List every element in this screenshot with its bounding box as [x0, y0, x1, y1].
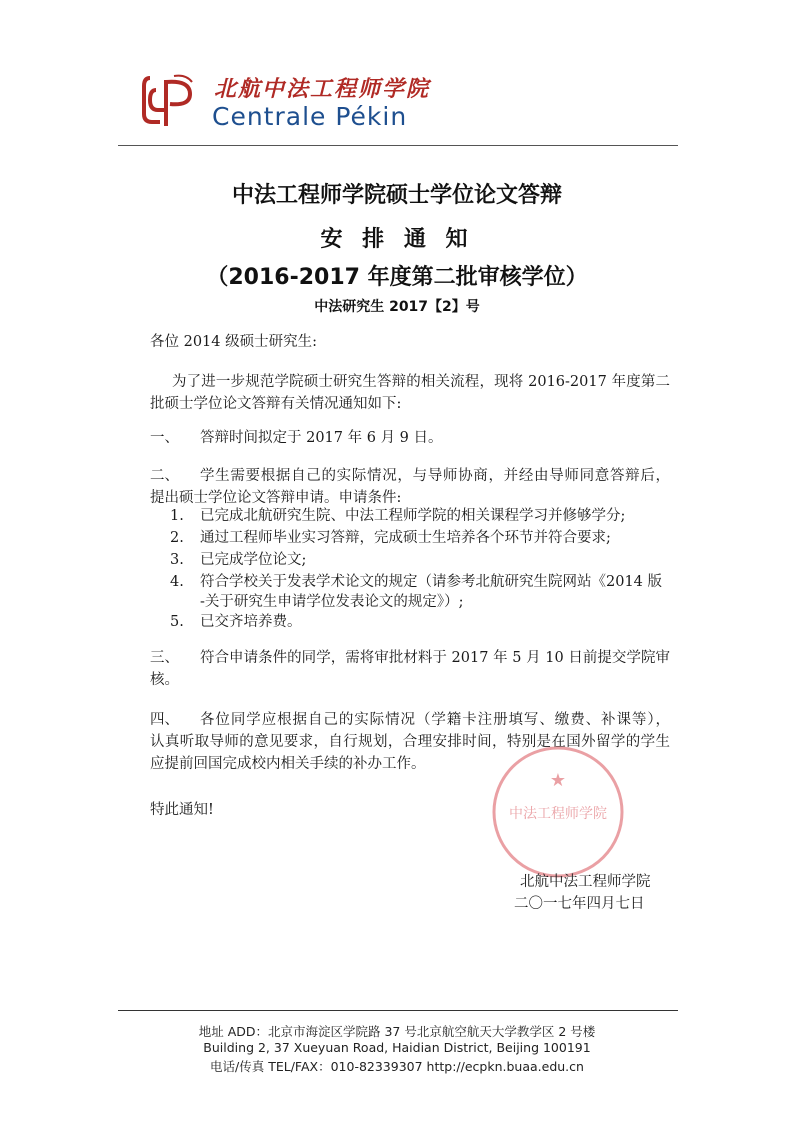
- condition-text: 已交齐培养费。: [200, 614, 302, 630]
- section-4-text-1: 各位同学应根据自己的实际情况（学籍卡注册填写、缴费、补课等），: [200, 712, 670, 728]
- footer-divider: [118, 1010, 678, 1011]
- seal-text: 中法工程师学院: [509, 806, 607, 822]
- condition-text: 符合学校关于发表学术论文的规定（请参考北航研究生院网站《2014 版: [200, 574, 663, 590]
- section-3-number: 三、: [150, 650, 179, 666]
- section-1-number: 一、: [150, 430, 179, 446]
- school-name-english: Centrale Pékin: [212, 102, 408, 131]
- condition-text: 已完成学位论文;: [200, 552, 307, 568]
- condition-number: 5.: [170, 614, 184, 630]
- salutation: 各位 2014 级硕士研究生:: [150, 334, 318, 350]
- section-2-text-2: 提出硕士学位论文答辩申请。申请条件:: [150, 490, 402, 506]
- section-4-text-2: 认真听取导师的意见要求，自行规划，合理安排时间，特别是在国外留学的学生: [150, 734, 670, 750]
- section-1-text: 答辩时间拟定于 2017 年 6 月 9 日。: [200, 430, 443, 446]
- condition-number: 2.: [170, 530, 184, 546]
- issue-date: 二〇一七年四月七日: [514, 896, 645, 912]
- section-4-text-3: 应提前回国完成校内相关手续的补办工作。: [150, 756, 426, 772]
- condition-number: 1.: [170, 508, 184, 524]
- header-divider: [118, 145, 678, 146]
- school-name-chinese: 北航中法工程师学院: [214, 77, 431, 102]
- footer-address-english: Building 2, 37 Xueyuan Road, Haidian District, Beijing 100191: [203, 1040, 591, 1055]
- document-subtitle: 安 排 通 知: [320, 227, 474, 252]
- document-number: 中法研究生 2017【2】号: [314, 299, 480, 315]
- condition-number: 4.: [170, 574, 184, 590]
- closing-remark: 特此通知!: [150, 802, 214, 818]
- section-4-number: 四、: [150, 712, 179, 728]
- condition-text: 通过工程师毕业实习答辩，完成硕士生培养各个环节并符合要求;: [200, 530, 611, 546]
- intro-line-2: 批硕士学位论文答辩有关情况通知如下:: [150, 396, 402, 412]
- intro-line-1: 为了进一步规范学院硕士研究生答辩的相关流程，现将 2016-2017 年度第二: [172, 374, 670, 390]
- official-seal-stamp: [488, 742, 628, 882]
- document-period: （2016-2017 年度第二批审核学位）: [206, 265, 588, 290]
- seal-star-icon: ★: [549, 770, 567, 791]
- issuing-organization: 北航中法工程师学院: [520, 874, 651, 890]
- condition-number: 3.: [170, 552, 184, 568]
- footer-address-chinese: 地址 ADD：北京市海淀区学院路 37 号北京航空航天大学教学区 2 号楼: [198, 1024, 596, 1039]
- section-2-text-1: 学生需要根据自己的实际情况，与导师协商，并经由导师同意答辩后，: [200, 468, 670, 484]
- document-title: 中法工程师学院硕士学位论文答辩: [231, 183, 562, 208]
- footer-contact: 电话/传真 TEL/FAX：010-82339307 http://ecpkn.buaa.edu.cn: [210, 1059, 584, 1074]
- institution-logo: [140, 66, 440, 136]
- section-3-text-1: 符合申请条件的同学，需将审批材料于 2017 年 5 月 10 日前提交学院审: [200, 650, 670, 666]
- condition-text: 已完成北航研究生院、中法工程师学院的相关课程学习并修够学分;: [200, 508, 626, 524]
- condition-text: -关于研究生申请学位发表论文的规定》）;: [200, 594, 464, 610]
- section-3-text-2: 核。: [150, 672, 179, 688]
- ecp-logo-icon: [140, 70, 198, 128]
- section-2-number: 二、: [150, 468, 179, 484]
